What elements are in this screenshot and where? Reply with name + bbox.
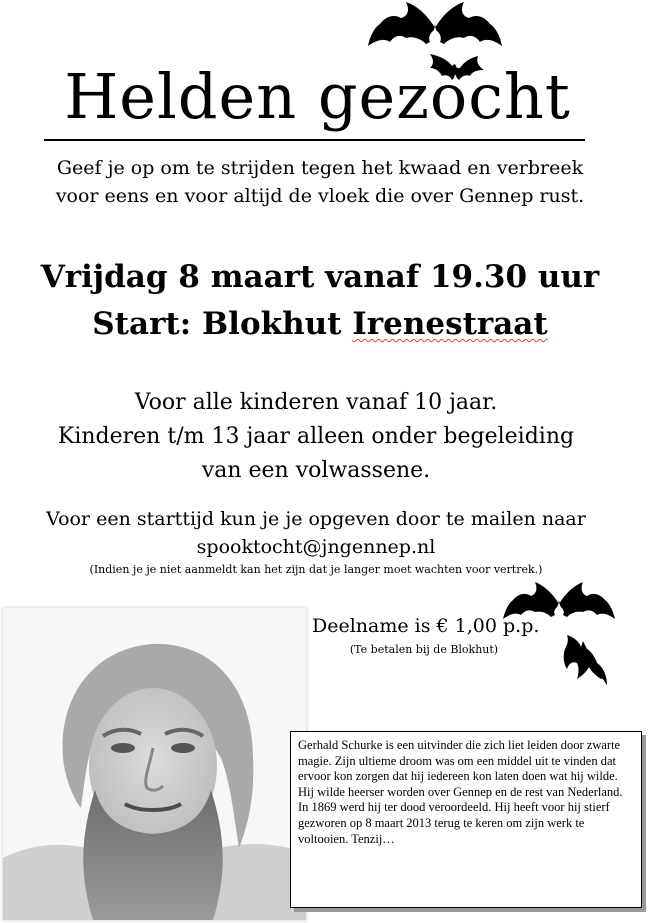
bat-icon [561, 633, 609, 687]
intro-line-2: voor eens en voor altijd de vloek die over Gennep rust. [55, 185, 585, 207]
signup-note: (Indien je je niet aanmeldt kan het zijn dat je langer moet wachten voor vertrek.) [89, 563, 543, 576]
story-text: Gerhald Schurke is een uitvinder die zich liet leiden door zwarte magie. Zijn ultieme droom was om een middel uit te vinden dat ervoor kon zorgen dat hij iedereen kon laten doen wat hij wilde. Hij wilde heerser worden over Gennep en de rest van Nederland. In 1869 werd hij ter dood veroordeeld. Hij heeft voor hij stierf gezworen op 8 maart 2013 terug te keren om zijn werk te voltooien. Tenzij… [298, 738, 623, 846]
story-box [290, 731, 642, 908]
audience-line-3: van een volwassene. [201, 458, 431, 483]
audience-text [0, 386, 632, 488]
audience-line-1: Voor alle kinderen vanaf 10 jaar. [134, 390, 498, 415]
villain-portrait [3, 608, 306, 920]
event-start-street: Irenestraat [352, 306, 548, 342]
signup-line: Voor een starttijd kun je je opgeven door te mailen naar [46, 508, 586, 530]
signup-email: spooktocht@jngennep.nl [196, 536, 436, 558]
price-line: Deelname is € 1,00 p.p. [312, 615, 540, 637]
price-note: (Te betalen bij de Blokhut) [349, 643, 499, 656]
signup-text [0, 505, 632, 561]
event-start-prefix: Start: Blokhut [92, 306, 353, 342]
audience-line-2: Kinderen t/m 13 jaar alleen onder begeleiding [57, 424, 575, 449]
event-details [0, 254, 640, 348]
page-title: Helden gezocht [64, 60, 571, 133]
intro-line-1: Geef je op om te strijden tegen het kwaad en verbreek [56, 157, 584, 179]
title-underline [44, 139, 585, 141]
intro-text [0, 154, 640, 210]
event-start [0, 301, 640, 348]
event-date: Vrijdag 8 maart vanaf 19.30 uur [40, 259, 600, 295]
